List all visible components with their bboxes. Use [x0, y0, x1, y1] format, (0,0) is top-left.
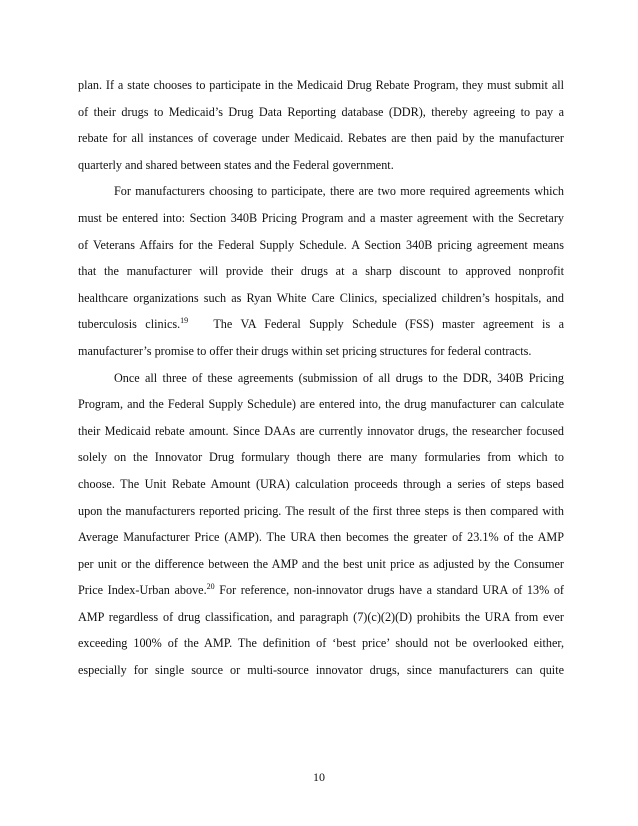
body-text [78, 72, 564, 684]
text-line: Average Manufacturer Price (AMP). The URA then becomes the greater of 23.1% of the AMP [78, 530, 564, 545]
text-line: must be entered into: Section 340B Pricing Program and a master agreement with the Secretary [78, 210, 564, 225]
text-line: of Veterans Affairs for the Federal Supply Schedule. A Section 340B pricing agreement means [78, 237, 564, 252]
page-number: 10 [313, 770, 325, 784]
text-line [78, 577, 564, 604]
text-line: especially for single source or multi-source innovator drugs, since manufacturers can quite [78, 663, 564, 678]
text-line: choose. The Unit Rebate Amount (URA) calculation proceeds through a series of steps based [78, 476, 564, 491]
text-line: solely on the Innovator Drug formulary though there are many formularies from which to [78, 450, 564, 465]
text-line: upon the manufacturers reported pricing. The result of the first three steps is then compared with [78, 503, 564, 518]
footnote-marker: 19 [180, 316, 189, 326]
text-line: quarterly and shared between states and the Federal government. [78, 157, 394, 172]
text-line: Once all three of these agreements (submission of all drugs to the DDR, 340B Pricing [114, 370, 564, 385]
text-line: rebate for all instances of coverage under Medicaid. Rebates are then paid by the manufacturer [78, 131, 564, 146]
text-segment: The VA Federal Supply Schedule (FSS) master agreement is a [213, 317, 564, 332]
text-line: exceeding 100% of the AMP. The definition of ‘best price’ should not be overlooked either, [78, 636, 564, 651]
text-line: per unit or the difference between the AMP and the best unit price as adjusted by the Consumer [78, 556, 564, 571]
text-line: their Medicaid rebate amount. Since DAAs are currently innovator drugs, the researcher focused [78, 423, 564, 438]
text-line: AMP regardless of drug classification, and paragraph (7)(c)(2)(D) prohibits the URA from ever [78, 609, 564, 624]
text-line: For manufacturers choosing to participate, there are two more required agreements which [114, 184, 564, 199]
text-line: that the manufacturer will provide their drugs at a sharp discount to approved nonprofit [78, 264, 564, 279]
text-segment: Price Index-Urban above. [78, 583, 207, 598]
text-line [78, 311, 564, 338]
text-line: Program, and the Federal Supply Schedule) are entered into, the drug manufacturer can calculate [78, 397, 564, 412]
text-segment: For reference, non-innovator drugs have a standard URA of 13% of [219, 583, 564, 598]
text-line: plan. If a state chooses to participate in the Medicaid Drug Rebate Program, they must submit all [78, 78, 564, 92]
text-segment: tuberculosis clinics. [78, 317, 181, 332]
footnote-marker: 20 [206, 582, 215, 592]
text-line: manufacturer’s promise to offer their drugs within set pricing structures for federal contracts. [78, 343, 532, 358]
text-line: healthcare organizations such as Ryan White Care Clinics, specialized children’s hospitals, and [78, 290, 564, 305]
text-line: of their drugs to Medicaid’s Drug Data Reporting database (DDR), thereby agreeing to pay a [78, 104, 564, 119]
